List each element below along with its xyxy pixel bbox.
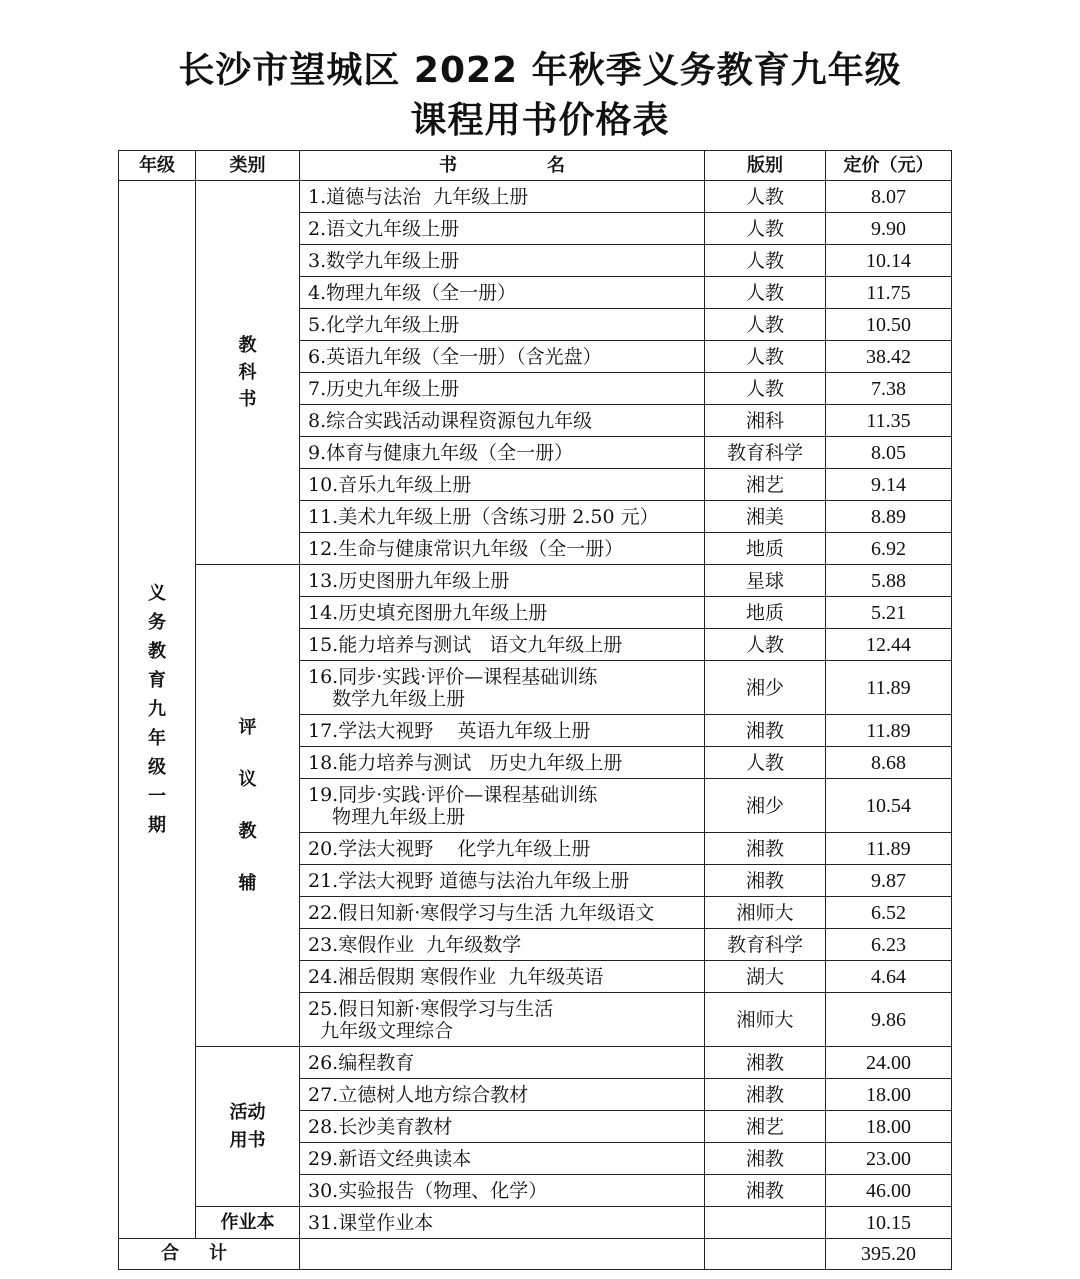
- book-name-cell: [300, 661, 705, 715]
- price-table: [118, 150, 952, 1270]
- book-name-cell: [300, 993, 705, 1047]
- edition-cell: 星球: [705, 565, 826, 597]
- price-cell: 8.89: [826, 501, 952, 533]
- book-name: 6.英语九年级（全一册）（含光盘）: [308, 345, 602, 368]
- price-cell: 23.00: [826, 1143, 952, 1175]
- book-name-cell: [300, 437, 705, 469]
- price-cell: 38.42: [826, 341, 952, 373]
- header-row: [119, 151, 952, 181]
- edition-cell: 人教: [705, 309, 826, 341]
- book-name-cell: [300, 779, 705, 833]
- edition-cell: 湘师大: [705, 993, 826, 1047]
- book-name: 25.假日知新·寒假学习与生活: [308, 997, 554, 1020]
- book-name: 24.湘岳假期 寒假作业 九年级英语: [308, 965, 604, 988]
- price-cell: 24.00: [826, 1047, 952, 1079]
- price-cell: 8.68: [826, 747, 952, 779]
- book-name-cell: [300, 1111, 705, 1143]
- edition-cell: 湘教: [705, 715, 826, 747]
- edition-cell: 湘少: [705, 779, 826, 833]
- book-name-cell: [300, 1207, 705, 1239]
- price-cell: 10.54: [826, 779, 952, 833]
- page-number-fragment: [150, 1268, 180, 1274]
- edition-cell: 人教: [705, 277, 826, 309]
- price-cell: 18.00: [826, 1111, 952, 1143]
- price-cell: 46.00: [826, 1175, 952, 1207]
- book-name-cell: [300, 341, 705, 373]
- book-name-cell: [300, 501, 705, 533]
- category-review: 评议教辅: [238, 716, 257, 894]
- header-grade: 年级: [119, 151, 196, 181]
- edition-cell: 湘艺: [705, 1111, 826, 1143]
- edition-cell: 湘少: [705, 661, 826, 715]
- book-name: 22.假日知新·寒假学习与生活 九年级语文: [308, 901, 655, 924]
- edition-cell: 湘教: [705, 1175, 826, 1207]
- price-cell: 9.14: [826, 469, 952, 501]
- book-name-cell: [300, 373, 705, 405]
- price-cell: 8.07: [826, 181, 952, 213]
- category-textbook: 教科书: [238, 335, 257, 410]
- edition-cell: 湘艺: [705, 469, 826, 501]
- price-cell: 5.21: [826, 597, 952, 629]
- table-row: [119, 1207, 952, 1239]
- book-name-cell: [300, 961, 705, 993]
- book-name: 物理九年级上册: [308, 805, 466, 828]
- price-cell: 9.90: [826, 213, 952, 245]
- edition-cell: 人教: [705, 213, 826, 245]
- header-category: 类别: [196, 151, 300, 181]
- price-cell: 5.88: [826, 565, 952, 597]
- price-cell: 10.50: [826, 309, 952, 341]
- price-cell: 12.44: [826, 629, 952, 661]
- book-name-cell: [300, 747, 705, 779]
- grade-cell: [119, 181, 196, 1239]
- book-name: 九年级文理综合: [308, 1019, 454, 1042]
- edition-cell: 湘科: [705, 405, 826, 437]
- book-name: 14.历史填充图册九年级上册: [308, 601, 548, 624]
- book-name-cell: [300, 277, 705, 309]
- book-name: 28.长沙美育教材: [308, 1115, 453, 1138]
- edition-cell: 人教: [705, 245, 826, 277]
- book-name: 11.美术九年级上册（含练习册 2.50 元）: [308, 505, 659, 528]
- book-name: 16.同步·实践·评价—课程基础训练: [308, 665, 598, 688]
- category-homework: 作业本: [220, 1211, 275, 1233]
- book-name: 30.实验报告（物理、化学）: [308, 1179, 548, 1202]
- page-title-line2: 课程用书价格表: [410, 100, 670, 141]
- price-cell: 10.15: [826, 1207, 952, 1239]
- price-cell: 11.89: [826, 715, 952, 747]
- book-name: 4.物理九年级（全一册）: [308, 281, 517, 304]
- grade-label: 义务教育九年级一期: [148, 583, 166, 836]
- book-name: 9.体育与健康九年级（全一册）: [308, 441, 574, 464]
- price-cell: 4.64: [826, 961, 952, 993]
- edition-cell: 教育科学: [705, 437, 826, 469]
- book-name-cell: [300, 245, 705, 277]
- book-name-cell: [300, 833, 705, 865]
- book-name: 2.语文九年级上册: [308, 217, 460, 240]
- table-body: [119, 181, 952, 1270]
- edition-cell: 湘美: [705, 501, 826, 533]
- table-row: [119, 565, 952, 597]
- page-title-line1: 长沙市望城区 2022 年秋季义务教育九年级: [178, 50, 902, 91]
- price-cell: 6.52: [826, 897, 952, 929]
- book-name: 18.能力培养与测试 历史九年级上册: [308, 751, 623, 774]
- book-name: 20.学法大视野 化学九年级上册: [308, 837, 591, 860]
- edition-cell: 人教: [705, 629, 826, 661]
- book-name: 10.音乐九年级上册: [308, 473, 472, 496]
- book-name: 31.课堂作业本: [308, 1211, 434, 1234]
- book-name: 1.道德与法治 九年级上册: [308, 185, 529, 208]
- category-textbook-cell: [196, 181, 300, 565]
- edition-cell: 地质: [705, 597, 826, 629]
- table-row: [119, 1047, 952, 1079]
- book-name-cell: [300, 1175, 705, 1207]
- book-name-cell: [300, 309, 705, 341]
- edition-cell: 人教: [705, 373, 826, 405]
- book-name-cell: [300, 1079, 705, 1111]
- book-name: 27.立德树人地方综合教材: [308, 1083, 529, 1106]
- price-cell: 11.35: [826, 405, 952, 437]
- edition-cell: 人教: [705, 341, 826, 373]
- edition-cell: 湘教: [705, 1143, 826, 1175]
- book-name-cell: [300, 469, 705, 501]
- price-cell: 11.75: [826, 277, 952, 309]
- edition-cell: 湖大: [705, 961, 826, 993]
- table-row: [119, 181, 952, 213]
- book-name: 8.综合实践活动课程资源包九年级: [308, 409, 593, 432]
- category-activity: 活动用书: [229, 1101, 266, 1151]
- header-book-name: 书 名: [300, 151, 705, 181]
- edition-cell: 湘教: [705, 865, 826, 897]
- header-price: 定价（元）: [826, 151, 952, 181]
- book-name: 数学九年级上册: [308, 687, 466, 710]
- book-name-cell: [300, 865, 705, 897]
- edition-cell: [705, 1207, 826, 1239]
- total-empty-edition: [705, 1239, 826, 1270]
- book-name-cell: [300, 897, 705, 929]
- edition-cell: 湘师大: [705, 897, 826, 929]
- book-name-cell: [300, 533, 705, 565]
- book-name-cell: [300, 929, 705, 961]
- book-name: 13.历史图册九年级上册: [308, 569, 510, 592]
- book-name: 15.能力培养与测试 语文九年级上册: [308, 633, 623, 656]
- edition-cell: 湘教: [705, 833, 826, 865]
- book-name: 29.新语文经典读本: [308, 1147, 472, 1170]
- header-edition: 版别: [705, 151, 826, 181]
- price-cell: 6.92: [826, 533, 952, 565]
- price-cell: 6.23: [826, 929, 952, 961]
- book-name: 17.学法大视野 英语九年级上册: [308, 719, 591, 742]
- price-cell: 9.86: [826, 993, 952, 1047]
- book-name-cell: [300, 597, 705, 629]
- book-name: 21.学法大视野 道德与法治九年级上册: [308, 869, 630, 892]
- book-name-cell: [300, 181, 705, 213]
- total-row: [119, 1239, 952, 1270]
- total-empty-name: [300, 1239, 705, 1270]
- category-homework-cell: [196, 1207, 300, 1239]
- price-cell: 11.89: [826, 661, 952, 715]
- category-activity-cell: [196, 1047, 300, 1207]
- edition-cell: 人教: [705, 747, 826, 779]
- price-cell: 9.87: [826, 865, 952, 897]
- category-review-cell: [196, 565, 300, 1047]
- edition-cell: 教育科学: [705, 929, 826, 961]
- total-label: 合计: [119, 1239, 300, 1270]
- price-cell: 7.38: [826, 373, 952, 405]
- book-name: 7.历史九年级上册: [308, 377, 460, 400]
- book-name-cell: [300, 565, 705, 597]
- price-cell: 10.14: [826, 245, 952, 277]
- book-name: 26.编程教育: [308, 1051, 415, 1074]
- edition-cell: 湘教: [705, 1079, 826, 1111]
- price-cell: 11.89: [826, 833, 952, 865]
- edition-cell: 湘教: [705, 1047, 826, 1079]
- total-value: 395.20: [826, 1239, 952, 1270]
- edition-cell: 地质: [705, 533, 826, 565]
- book-name: 3.数学九年级上册: [308, 249, 460, 272]
- edition-cell: 人教: [705, 181, 826, 213]
- book-name-cell: [300, 715, 705, 747]
- book-name-cell: [300, 629, 705, 661]
- book-name-cell: [300, 1047, 705, 1079]
- book-name: 5.化学九年级上册: [308, 313, 460, 336]
- book-name-cell: [300, 1143, 705, 1175]
- book-name: 12.生命与健康常识九年级（全一册）: [308, 537, 624, 560]
- book-name: 23.寒假作业 九年级数学: [308, 933, 522, 956]
- book-name-cell: [300, 405, 705, 437]
- price-cell: 18.00: [826, 1079, 952, 1111]
- book-name-cell: [300, 213, 705, 245]
- book-name: 19.同步·实践·评价—课程基础训练: [308, 783, 598, 806]
- price-cell: 8.05: [826, 437, 952, 469]
